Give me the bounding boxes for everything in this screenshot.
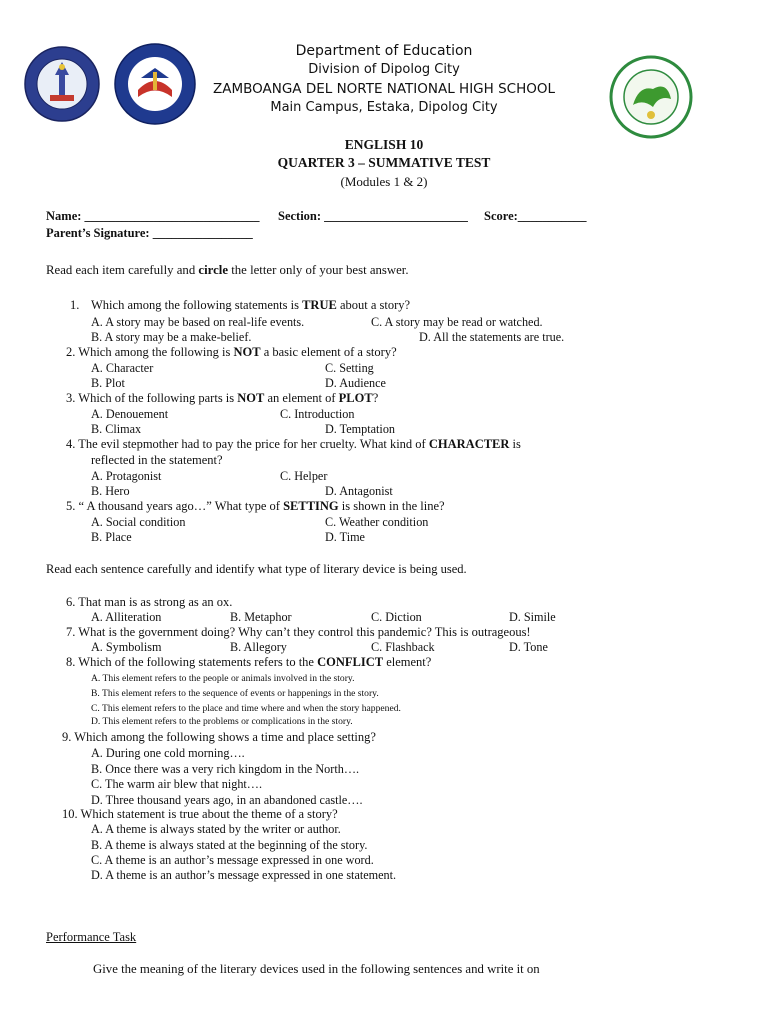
campus-address: Main Campus, Estaka, Dipolog City xyxy=(270,100,498,115)
option[interactable]: C. Diction xyxy=(371,610,422,624)
option[interactable]: C. Introduction xyxy=(280,407,355,421)
option[interactable]: B. Hero xyxy=(91,484,130,498)
instruction-bold: circle xyxy=(198,263,229,277)
question-9: 9. Which among the following shows a time and place setting? xyxy=(62,730,376,744)
question-7: 7. What is the government doing? Why can’t they control this pandemic? This is outrageous! xyxy=(66,625,531,639)
question-number: 1. xyxy=(70,298,80,312)
question-5 xyxy=(66,499,445,514)
question-text: Which among the following statements is xyxy=(91,298,303,312)
question-4 xyxy=(66,437,521,452)
subject-title: ENGLISH 10 xyxy=(344,137,424,152)
test-title: QUARTER 3 – SUMMATIVE TEST xyxy=(277,155,491,170)
option[interactable]: B. Metaphor xyxy=(230,610,292,624)
option[interactable]: B. Plot xyxy=(91,376,125,390)
question-keyword: CHARACTER xyxy=(428,437,510,451)
question-3 xyxy=(66,391,378,406)
option[interactable]: C. A story may be read or watched. xyxy=(371,315,543,329)
question-text: 8. Which of the following statements refers to the xyxy=(66,655,318,669)
option[interactable]: A. Character xyxy=(91,361,154,375)
instruction-part2: Read each sentence carefully and identify what type of literary device is being used. xyxy=(46,562,467,576)
option[interactable]: A. During one cold morning…. xyxy=(91,746,245,760)
option[interactable]: B. Climax xyxy=(91,422,142,436)
option[interactable]: D. Temptation xyxy=(325,422,396,436)
question-text: is shown in the line? xyxy=(338,499,445,513)
question-text: 5. “ A thousand years ago…” What type of xyxy=(66,499,284,513)
instruction-text: Read each item carefully and xyxy=(46,263,199,277)
option[interactable]: D. Three thousand years ago, in an abandoned castle…. xyxy=(91,793,363,807)
question-text: an element of xyxy=(264,391,339,405)
option[interactable]: A. Protagonist xyxy=(91,469,162,483)
section-field[interactable]: Section: _______________________ xyxy=(278,209,468,223)
question-4-continued: reflected in the statement? xyxy=(91,453,223,467)
option[interactable]: A. This element refers to the people or animals involved in the story. xyxy=(91,673,355,684)
school-name: ZAMBOANGA DEL NORTE NATIONAL HIGH SCHOOL xyxy=(212,81,556,97)
option[interactable]: B. Place xyxy=(91,530,132,544)
department-name: Department of Education xyxy=(295,43,473,59)
option[interactable]: C. Helper xyxy=(280,469,328,483)
option[interactable]: D. Audience xyxy=(325,376,386,390)
question-text: is xyxy=(509,437,521,451)
option[interactable]: A. Social condition xyxy=(91,515,186,529)
option[interactable]: C. Flashback xyxy=(371,640,435,654)
question-10: 10. Which statement is true about the theme of a story? xyxy=(62,807,338,821)
instruction-part1 xyxy=(46,263,409,278)
option[interactable]: A. A theme is always stated by the writer or author. xyxy=(91,822,341,836)
question-1 xyxy=(91,298,410,313)
question-text: about a story? xyxy=(336,298,411,312)
option[interactable]: A. Denouement xyxy=(91,407,169,421)
name-field[interactable]: Name: ____________________________ xyxy=(46,209,260,223)
question-text: ? xyxy=(372,391,379,405)
option[interactable]: B. Allegory xyxy=(230,640,287,654)
question-text: 3. Which of the following parts is xyxy=(66,391,238,405)
option[interactable]: D. A theme is an author’s message expressed in one statement. xyxy=(91,868,397,882)
question-text: a basic element of a story? xyxy=(260,345,397,359)
performance-task-text: Give the meaning of the literary devices used in the following sentences and write it on xyxy=(93,962,540,976)
option[interactable]: D. Time xyxy=(325,530,365,544)
option[interactable]: A. Alliteration xyxy=(91,610,162,624)
question-2 xyxy=(66,345,397,360)
option[interactable]: A. A story may be based on real-life events. xyxy=(91,315,305,329)
question-text: 4. The evil stepmother had to pay the price for her cruelty. What kind of xyxy=(66,437,429,451)
option[interactable]: B. A theme is always stated at the beginning of the story. xyxy=(91,838,368,852)
instruction-text: the letter only of your best answer. xyxy=(228,263,409,277)
option[interactable]: D. This element refers to the problems or complications in the story. xyxy=(91,716,353,727)
modules-note: (Modules 1 & 2) xyxy=(340,174,428,189)
question-text: element? xyxy=(383,655,432,669)
question-keyword: TRUE xyxy=(302,298,337,312)
option[interactable]: A. Symbolism xyxy=(91,640,162,654)
option[interactable]: D. All the statements are true. xyxy=(419,330,565,344)
option[interactable]: D. Tone xyxy=(509,640,548,654)
question-keyword: SETTING xyxy=(283,499,339,513)
score-field[interactable]: Score:___________ xyxy=(484,209,587,223)
question-6: 6. That man is as strong as an ox. xyxy=(66,595,233,609)
option[interactable]: B. This element refers to the sequence of events or happenings in the story. xyxy=(91,688,379,699)
question-text: 2. Which among the following is xyxy=(66,345,234,359)
option[interactable]: B. A story may be a make-belief. xyxy=(91,330,252,344)
performance-task-heading: Performance Task xyxy=(46,930,137,944)
division-name: Division of Dipolog City xyxy=(308,62,460,77)
option[interactable]: C. The warm air blew that night…. xyxy=(91,777,263,791)
option[interactable]: C. Setting xyxy=(325,361,374,375)
question-keyword: NOT xyxy=(237,391,265,405)
option[interactable]: D. Antagonist xyxy=(325,484,393,498)
option[interactable]: C. Weather condition xyxy=(325,515,429,529)
option[interactable]: B. Once there was a very rich kingdom in the North…. xyxy=(91,762,360,776)
option[interactable]: C. A theme is an author’s message expressed in one word. xyxy=(91,853,374,867)
question-keyword: CONFLICT xyxy=(317,655,384,669)
question-keyword: NOT xyxy=(233,345,261,359)
parent-signature-field[interactable]: Parent’s Signature: ________________ xyxy=(46,226,253,240)
question-keyword: PLOT xyxy=(338,391,373,405)
question-8 xyxy=(66,655,431,670)
option[interactable]: C. This element refers to the place and time where and when the story happened. xyxy=(91,703,401,714)
option[interactable]: D. Simile xyxy=(509,610,556,624)
